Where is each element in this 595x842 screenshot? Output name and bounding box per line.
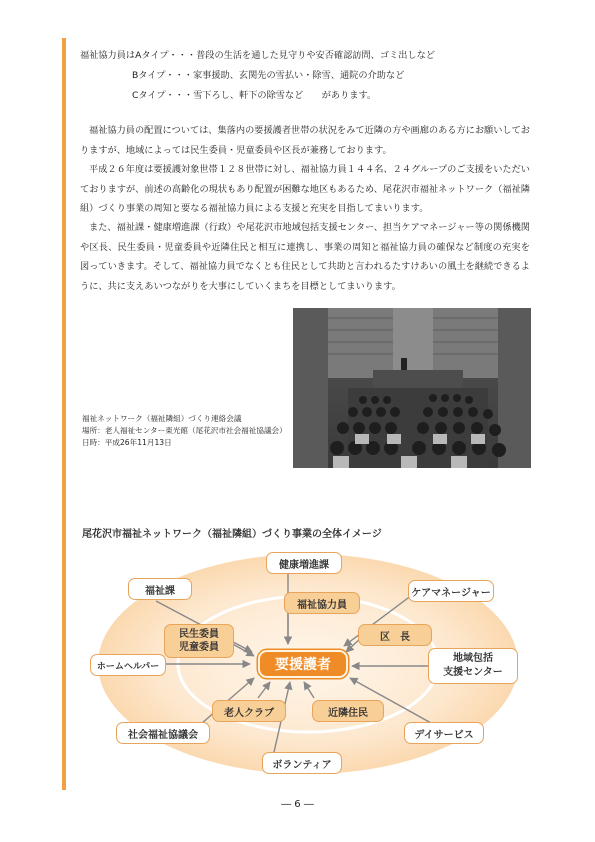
page-number: ― 6 ― (281, 799, 314, 810)
node-fukushi-kyoryokuin: 福祉協力員 (284, 592, 360, 614)
diagram-title: 尾花沢市福祉ネットワーク（福祉隣組）づくり事業の全体イメージ (82, 529, 382, 540)
type-c-name: Cタイプ・・・ (132, 90, 194, 101)
node-minsei-iin-line2: 児童委員 (179, 642, 219, 653)
node-volunteer: ボランティア (262, 752, 342, 774)
meeting-photo-illustration (293, 308, 531, 468)
margin-accent-bar (62, 38, 66, 790)
node-kinrin-jumin: 近隣住民 (312, 700, 384, 722)
photo-caption-date: 日時：平成26年11月13日 (82, 438, 172, 447)
meeting-photo (293, 308, 531, 468)
node-shakai-fukushi-kyogikai: 社会福祉協議会 (116, 722, 210, 744)
paragraph-2: 平成２６年度は要援護対象世帯１２８世帯に対し、福祉協力員１４４名、２４グループのご支援をいただいておりますが、前述の高齢化の現状もあり配置が困難な地区もあるため、尾花沢市福祉ネットワーク（福祉隣組）づくり事業の周知と要なる福祉協力員による支援と充実を目指してまいります。 (80, 164, 530, 214)
type-a-line (80, 50, 435, 62)
type-a-name: 福祉協力員はAタイプ・・・ (80, 50, 197, 61)
photo-caption-title: 福祉ネットワーク（福祉隣組）づくり連絡会議 (82, 414, 242, 423)
node-kucho: 区 長 (358, 624, 432, 646)
node-kenko-zoshin: 健康増進課 (266, 552, 342, 574)
paragraph-1: 福祉協力員の配置については、集落内の要援護者世帯の状況をみて近隣の方や画廊のある方にお願いしておりますが、地域によっては民生委員・児童委員や区長が兼務しております。 (80, 125, 530, 156)
node-yoengosha: 要援護者 (258, 650, 348, 678)
type-b-line (132, 70, 404, 82)
type-c-line (132, 90, 376, 102)
node-minsei-iin (164, 624, 234, 658)
photo-caption-place: 場所：老人福祉センター東光館（尾花沢市社会福祉協議会） (82, 426, 287, 435)
type-b-name: Bタイプ・・・ (132, 70, 193, 81)
node-fukushika: 福祉課 (128, 578, 192, 600)
node-chiiki-houkatsu-line2: 支援センター (443, 667, 503, 678)
node-rojin-club: 老人クラブ (212, 700, 286, 722)
paragraph-3: また、福祉課・健康増進課（行政）や尾花沢市地域包括支援センター、担当ケアマネージャー等の関係機関や区長、民生委員・児童委員や近隣住民と相互に連携し、事業の周知と福祉協力員の確保など制度の充実を図っていきます。そして、福祉協力員でなくとも住民として共助と言われるたすけあいの風土を継続できるように、共に支えあいつながりを大事にしていくまちを目標としてまいります。 (80, 222, 530, 292)
type-b-desc: 家事援助、玄関先の雪払い・除雪、通院の介助など (192, 70, 405, 81)
node-chiiki-houkatsu (428, 648, 518, 684)
type-c-desc: 雪下ろし、軒下の除雪など があります。 (193, 90, 377, 101)
node-care-manager: ケアマネージャー (408, 580, 494, 602)
node-chiiki-houkatsu-line1: 地域包括 (453, 653, 493, 664)
node-home-helper: ホームヘルパー (90, 654, 166, 676)
type-a-desc: 普段の生活を通した見守りや安否確認訪問、ゴミ出しなど (196, 50, 435, 61)
node-day-service: デイサービス (404, 722, 484, 744)
node-minsei-iin-line1: 民生委員 (179, 629, 219, 640)
network-diagram (82, 540, 534, 780)
